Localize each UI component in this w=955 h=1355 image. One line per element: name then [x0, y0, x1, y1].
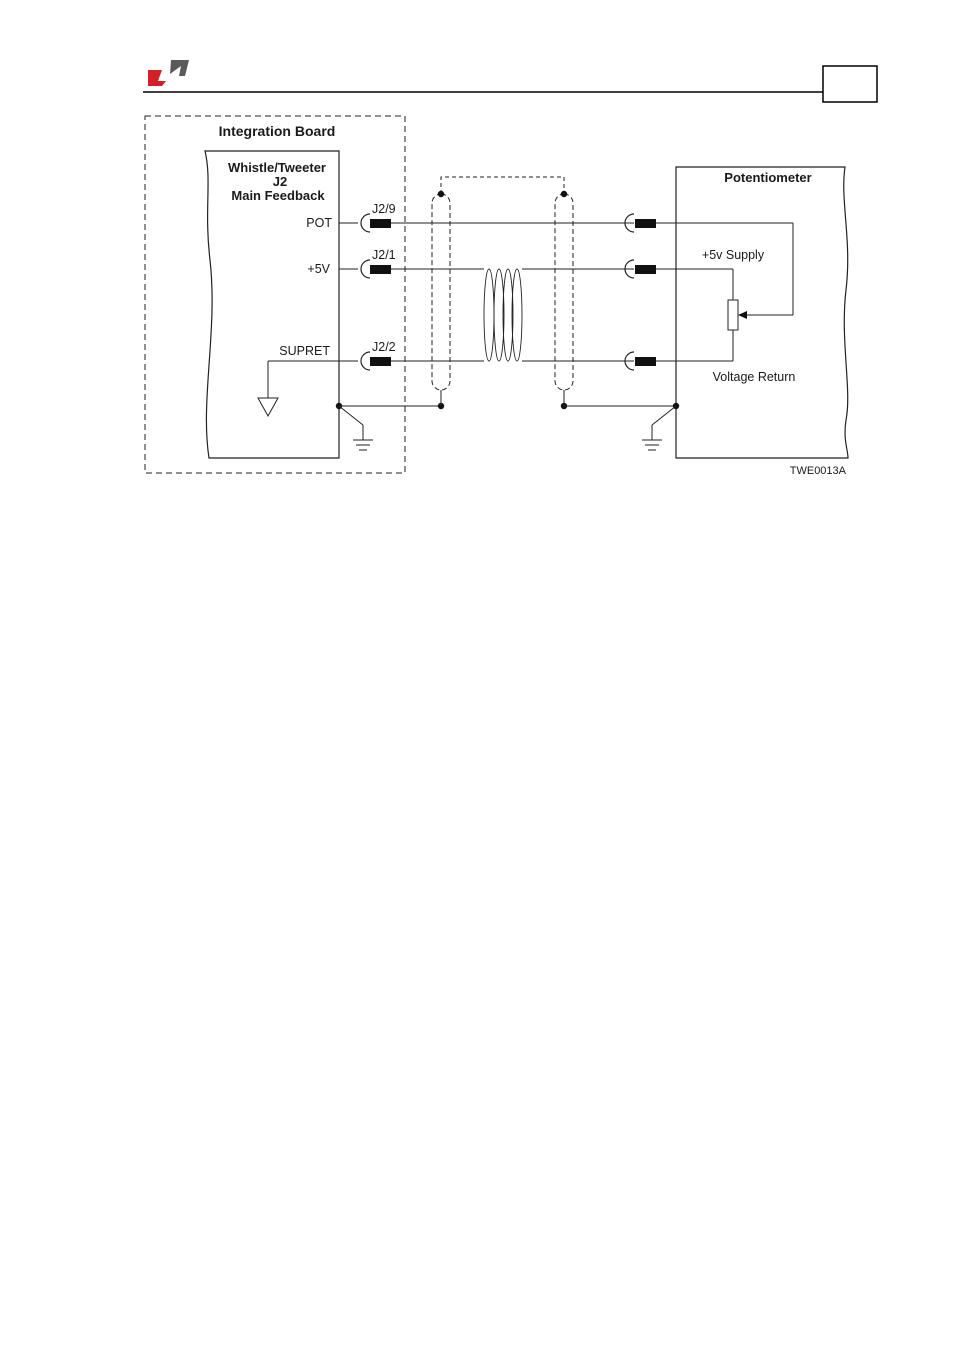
pin-label-j2-9: J2/9	[372, 202, 396, 216]
pin-label-j2-2: J2/2	[372, 340, 396, 354]
connector-pin-j2-1	[370, 265, 391, 274]
integration-board-title: Integration Board	[218, 123, 336, 139]
connector-socket-j2-9	[361, 214, 370, 232]
chassis-ground-left	[336, 403, 441, 450]
signal-label-5v: +5V	[307, 262, 330, 276]
logo-gray-shape	[170, 60, 189, 76]
supply-label: +5v Supply	[701, 248, 765, 262]
connector-pin-j2-2	[370, 357, 391, 366]
connector-socket-j2-2	[361, 352, 370, 370]
signal-label-supret: SUPRET	[279, 344, 330, 358]
connector-title-line1: Whistle/Tweeter	[227, 160, 327, 175]
potentiometer-title: Potentiometer	[724, 170, 812, 185]
right-connectors	[625, 214, 656, 370]
connector-pin-j2-9	[370, 219, 391, 228]
signal-label-pot: POT	[306, 216, 332, 230]
cable-shield	[432, 177, 573, 409]
connector-title-line2: J2	[272, 174, 288, 189]
twisted-pair	[484, 269, 522, 361]
chassis-ground-right	[564, 403, 679, 450]
company-logo	[148, 60, 189, 86]
connector-socket-j2-1	[361, 260, 370, 278]
figure-reference: TWE0013A	[789, 465, 846, 477]
pin-label-j2-1: J2/1	[372, 248, 396, 262]
return-label: Voltage Return	[712, 370, 796, 384]
logo-red-shape	[148, 70, 166, 86]
potentiometer-block	[676, 167, 848, 458]
connector-title-line3: Main Feedback	[231, 188, 325, 203]
page-number-box	[823, 66, 877, 102]
